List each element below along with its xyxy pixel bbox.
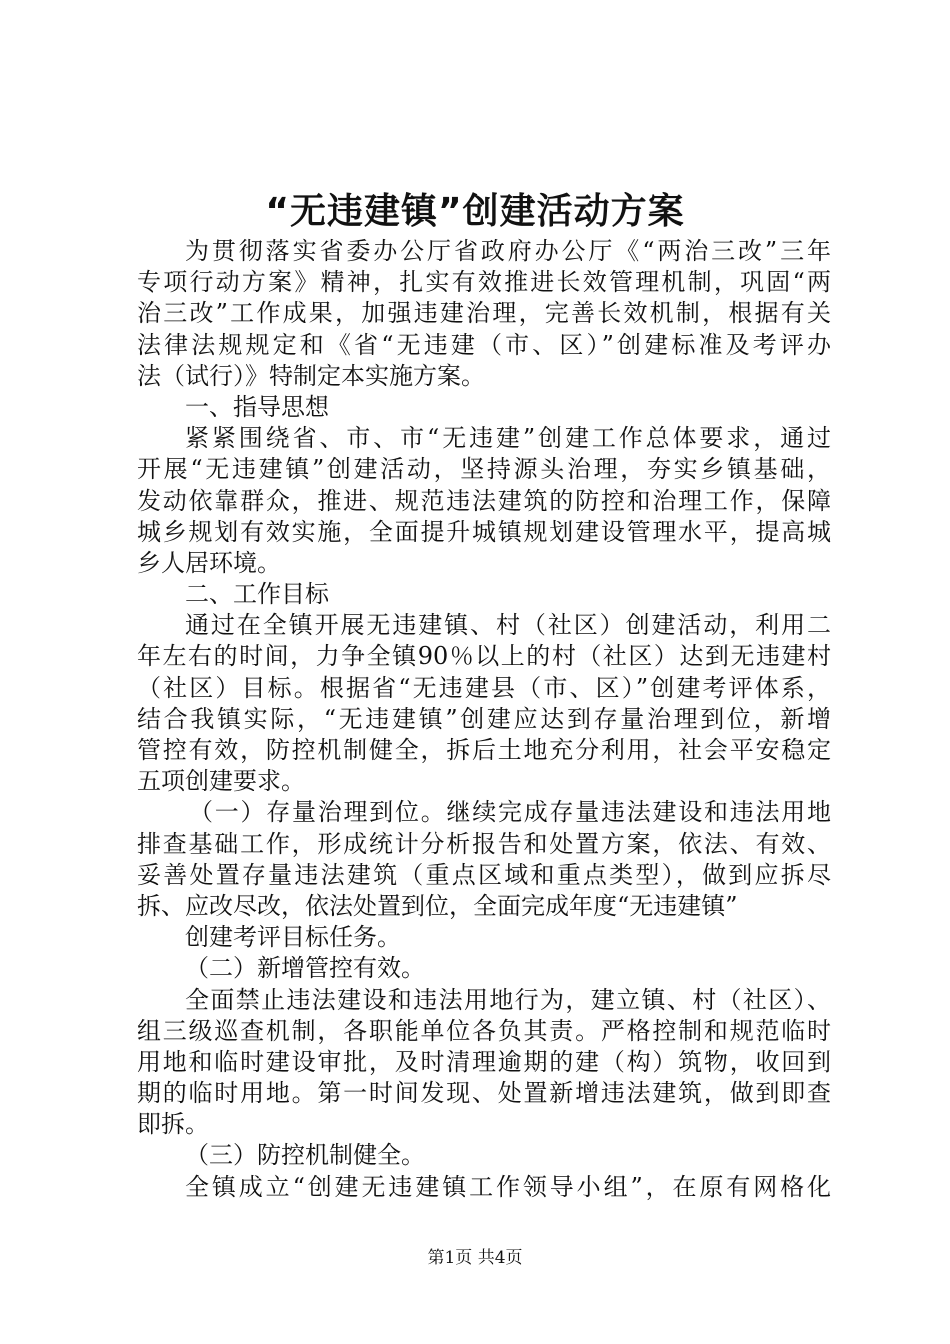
paragraph-line: 法律法规规定和《省“无违建（市、区）”创建标准及考评办 <box>137 330 831 359</box>
paragraph-line: 管控有效，防控机制健全，拆后土地充分利用，社会平安稳定 <box>137 736 831 764</box>
paragraph-line: 用地和临时建设审批，及时清理逾期的建（构）筑物，收回到 <box>137 1047 831 1076</box>
paragraph-line: 全镇成立“创建无违建镇工作领导小组”，在原有网格化 <box>185 1172 831 1201</box>
paragraph-line: 组三级巡查机制，各职能单位各负其责。严格控制和规范临时 <box>137 1016 831 1045</box>
paragraph-line: 年左右的时间，力争全镇90％以上的村（社区）达到无违建村 <box>137 642 831 671</box>
paragraph-line: 治三改”工作成果，加强违建治理，完善长效机制，根据有关 <box>137 299 831 328</box>
paragraph-line: 创建考评目标任务。 <box>185 923 401 952</box>
paragraph-line: 开展“无违建镇”创建活动，坚持源头治理，夯实乡镇基础， <box>137 455 831 484</box>
paragraph-line: 城乡规划有效实施，全面提升城镇规划建设管理水平，提高城 <box>137 517 831 546</box>
paragraph-line: 结合我镇实际，“无违建镇”创建应达到存量治理到位，新增 <box>137 704 831 733</box>
paragraph-line: 五项创建要求。 <box>137 767 305 796</box>
paragraph-line: 通过在全镇开展无违建镇、村（社区）创建活动，利用二 <box>185 611 831 640</box>
section-heading: 一、指导思想 <box>185 392 329 421</box>
paragraph-line: 排查基础工作，形成统计分析报告和处置方案，依法、有效、 <box>137 829 831 858</box>
paragraph-line: 期的临时用地。第一时间发现、处置新增违法建筑，做到即查 <box>137 1079 831 1108</box>
paragraph-line: 拆、应改尽改，依法处置到位，全面完成年度“无违建镇” <box>137 891 738 920</box>
paragraph-line: 妥善处置存量违法建筑（重点区域和重点类型），做到应拆尽 <box>137 860 831 889</box>
paragraph-line: 乡人居环境。 <box>137 548 281 577</box>
paragraph-line: 即拆。 <box>137 1110 209 1139</box>
document-body <box>137 236 831 1203</box>
document-title: “无违建镇”创建活动方案 <box>265 191 685 232</box>
paragraph-line: 全面禁止违法建设和违法用地行为，建立镇、村（社区）、 <box>185 985 831 1014</box>
paragraph-line: 法（试行）》特制定本实施方案。 <box>137 361 485 390</box>
paragraph-line: （社区）目标。根据省“无违建县（市、区）”创建考评体系， <box>137 673 831 702</box>
section-heading: （三）防控机制健全。 <box>185 1141 425 1170</box>
paragraph-line: 专项行动方案》精神，扎实有效推进长效管理机制，巩固“两 <box>137 268 831 297</box>
page-number-footer: 第1页 共4页 <box>427 1248 523 1268</box>
paragraph-line: （一）存量治理到位。继续完成存量违法建设和违法用地 <box>189 798 831 827</box>
paragraph-line: 发动依靠群众，推进、规范违法建筑的防控和治理工作，保障 <box>137 486 831 515</box>
section-heading: （二）新增管控有效。 <box>185 954 425 983</box>
paragraph-line: 为贯彻落实省委办公厅省政府办公厅《“两治三改”三年 <box>185 237 831 265</box>
section-heading: 二、工作目标 <box>185 580 329 609</box>
paragraph-line: 紧紧围绕省、市、市“无违建”创建工作总体要求，通过 <box>185 424 831 453</box>
